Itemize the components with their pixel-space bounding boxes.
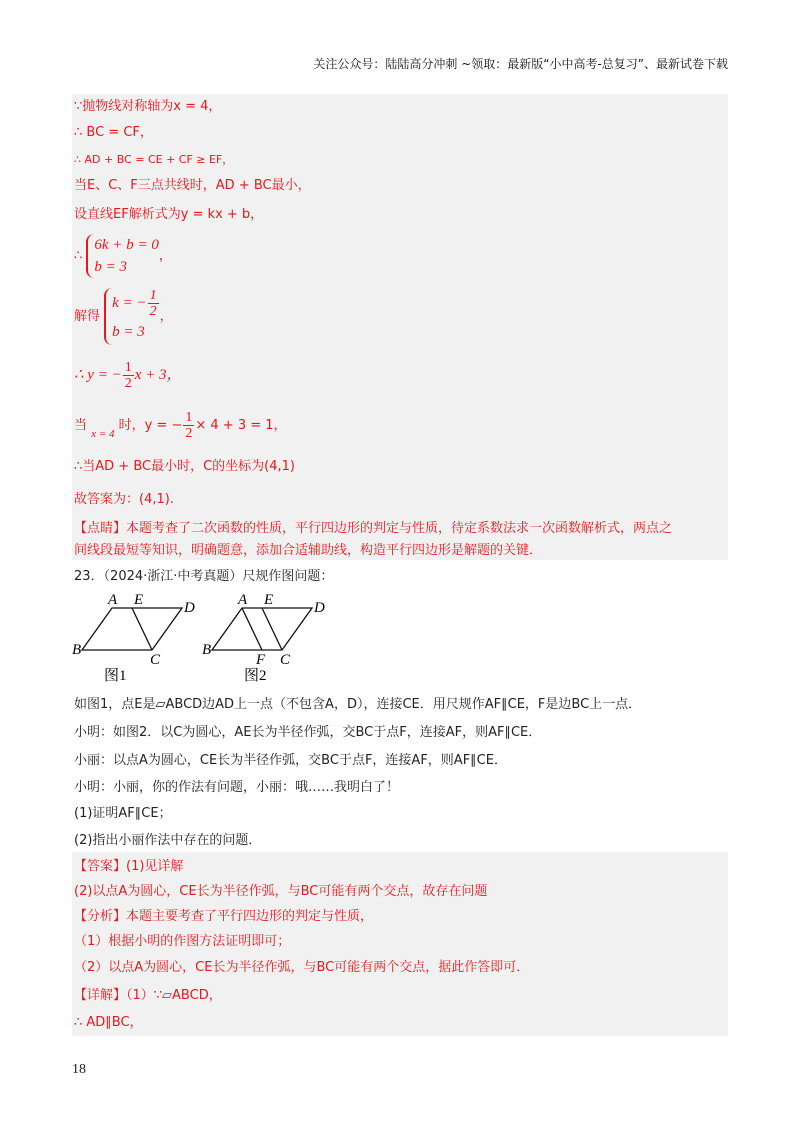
equation-system: ∴ 6k + b = 0 b = 3 ， <box>74 234 172 278</box>
question-text: 如图1，点E是▱ABCD边AD上一点（不包含A，D），连接CE．用尺规作AF∥CE，F是边BC上一点． <box>74 697 642 712</box>
point-label: A <box>238 592 248 608</box>
figure-1 <box>82 608 182 650</box>
solution-line: 设直线EF解析式为y = kx + b， <box>74 207 264 222</box>
figure-caption: 图1 <box>104 668 127 684</box>
answer-line: (2)以点A为圆心，CE长为半径作弧，与BC可能有两个交点，故存在问题 <box>74 884 488 899</box>
comment-line: 间线段最短等知识，明确题意，添加合适辅助线，构造平行四边形是解题的关键． <box>74 543 543 558</box>
comment-line: 【点睛】本题考查了二次函数的性质，平行四边形的判定与性质，待定系数法求一次函数解析式，两点之 <box>74 521 673 536</box>
solve-label: 解得 <box>74 309 101 324</box>
solution-line: ∵抛物线对称轴为x = 4， <box>74 99 222 114</box>
answer-line: 故答案为：(4,1). <box>74 492 174 507</box>
figures <box>72 588 352 688</box>
point-label: C <box>280 652 291 668</box>
figure-caption: 图2 <box>244 668 267 684</box>
solution-line: 当 $_{x = 4}$ 时，y = − $\frac{1}{2}$ × 4 + 3 = 1， <box>74 410 287 441</box>
point-label: A <box>108 592 118 608</box>
solution-line: 当E、C、F三点共线时，AD + BC最小， <box>74 178 311 193</box>
analysis-line: 【分析】本题主要考查了平行四边形的判定与性质， <box>74 909 374 924</box>
figure-2 <box>212 608 312 650</box>
point-label: E <box>264 592 274 608</box>
point-label: D <box>314 600 325 616</box>
question-title: 23．（2024·浙江·中考真题）尺规作图问题： <box>74 569 334 584</box>
detail-line: 【详解】（1）∵▱ABCD， <box>74 988 222 1003</box>
point-label: B <box>72 642 82 658</box>
page-header: 关注公众号：陆陆高分冲刺 ~领取：最新版“小中高考-总复习”、最新试卷下载 <box>313 57 728 71</box>
point-label: F <box>256 652 266 668</box>
solution-line: ∴ AD + BC = CE + CF ≥ EF， <box>74 153 234 166</box>
solution-line: ∴ BC = CF， <box>74 125 153 140</box>
point-label: C <box>150 652 161 668</box>
question-part: (2)指出小丽作法中存在的问题． <box>74 833 262 848</box>
equation: 6k + b = 0 <box>94 237 159 253</box>
equation: b = 3 <box>94 259 128 275</box>
point-label: B <box>202 642 212 658</box>
question-text: 小明：小丽，你的作法有问题，小丽：哦……我明白了！ <box>74 780 400 795</box>
page-number: 18 <box>72 1062 86 1077</box>
equation: b = 3 <box>112 324 145 340</box>
equation: k = − $\frac{1}{2}$ <box>112 288 157 319</box>
solution-line: ∴ y = − $\frac{1}{2}$ x + 3， <box>74 360 182 391</box>
point-label: D <box>184 600 195 616</box>
point-label: E <box>134 592 144 608</box>
answer-line: 【答案】(1)见详解 <box>74 859 184 874</box>
question-text: 小丽：以点A为圆心，CE长为半径作弧，交BC于点F，连接AF，则AF∥CE． <box>74 753 507 768</box>
question-part: (1)证明AF∥CE； <box>74 806 172 821</box>
detail-line: ∴ AD∥BC， <box>74 1015 143 1030</box>
solution-line: ∴当AD + BC最小时，C的坐标为(4,1) <box>74 459 295 474</box>
solution-system: 解得 k = − $\frac{1}{2}$ b = 3 ， <box>74 288 173 345</box>
analysis-line: （1）根据小明的作图方法证明即可； <box>74 934 291 949</box>
question-text: 小明：如图2．以C为圆心，AE长为半径作弧，交BC于点F，连接AF，则AF∥CE． <box>74 725 542 740</box>
analysis-line: （2）以点A为圆心，CE长为半径作弧，与BC可能有两个交点，据此作答即可． <box>74 960 530 975</box>
